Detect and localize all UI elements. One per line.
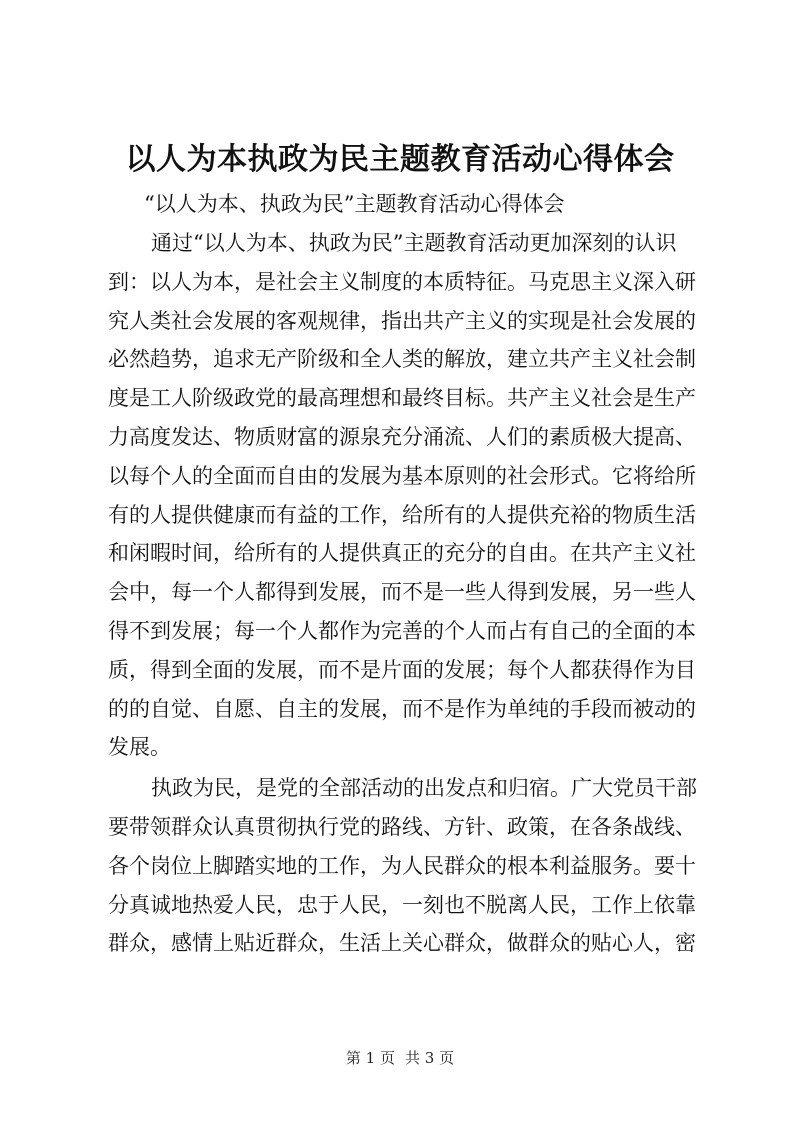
paragraph-line: 和闲暇时间，给所有的人提供真正的充分的自由。在共产主义社 [108, 541, 696, 566]
paragraph-line: 得不到发展；每一个人都作为完善的个人而占有自己的全面的本 [108, 618, 696, 643]
paragraph-line: 通过“以人为本、执政为民”主题教育活动更加深刻的认识 [151, 231, 677, 255]
paragraph-line: 的的自觉、自愿、自主的发展，而不是作为单纯的手段而被动的 [108, 696, 696, 721]
paragraph-line: 有的人提供健康而有益的工作，给所有的人提供充裕的物质生活 [108, 502, 696, 527]
page-number: 第 1 页 [345, 1049, 395, 1067]
paragraph-line: 到：以人为本，是社会主义制度的本质特征。马克思主义深入研 [108, 269, 696, 294]
document-subtitle: “以人为本、执政为民”主题教育活动心得体会 [144, 192, 565, 216]
paragraph-line: 要带领群众认真贯彻执行党的路线、方针、政策，在各条战线、 [108, 814, 696, 839]
page-total: 共 3 页 [405, 1049, 455, 1067]
paragraph-line: 会中，每一个人都得到发展，而不是一些人得到发展，另一些人 [108, 580, 696, 605]
paragraph-line: 以每个人的全面而自由的发展为基本原则的社会形式。它将给所 [108, 463, 696, 488]
paragraph-line: 必然趋势，追求无产阶级和全人类的解放，建立共产主义社会制 [108, 347, 696, 372]
paragraph-line: 力高度发达、物质财富的源泉充分涌流、人们的素质极大提高、 [108, 424, 696, 449]
paragraph-line: 执政为民，是党的全部活动的出发点和归宿。广大党员干部 [151, 776, 697, 801]
document-body [108, 184, 714, 963]
document-title: 以人为本执政为民主题教育活动心得体会 [125, 142, 675, 177]
paragraph-line: 各个岗位上脚踏实地的工作，为人民群众的根本利益服务。要十 [108, 853, 696, 878]
paragraph-line: 群众，感情上贴近群众，生活上关心群众，做群众的贴心人，密 [108, 931, 696, 956]
paragraph-line: 究人类社会发展的客观规律，指出共产主义的实现是社会发展的 [108, 308, 696, 333]
page-footer [0, 1048, 800, 1068]
paragraph-2 [108, 769, 714, 963]
paragraph-line: 质，得到全面的发展，而不是片面的发展；每个人都获得作为目 [108, 657, 696, 682]
paragraph-line: 分真诚地热爱人民，忠于人民，一刻也不脱离人民，工作上依靠 [108, 892, 696, 917]
paragraph-line: 发展。 [108, 735, 171, 760]
paragraph-line: 度是工人阶级政党的最高理想和最终目标。共产主义社会是生产 [108, 386, 696, 411]
paragraph-1 [108, 224, 714, 767]
